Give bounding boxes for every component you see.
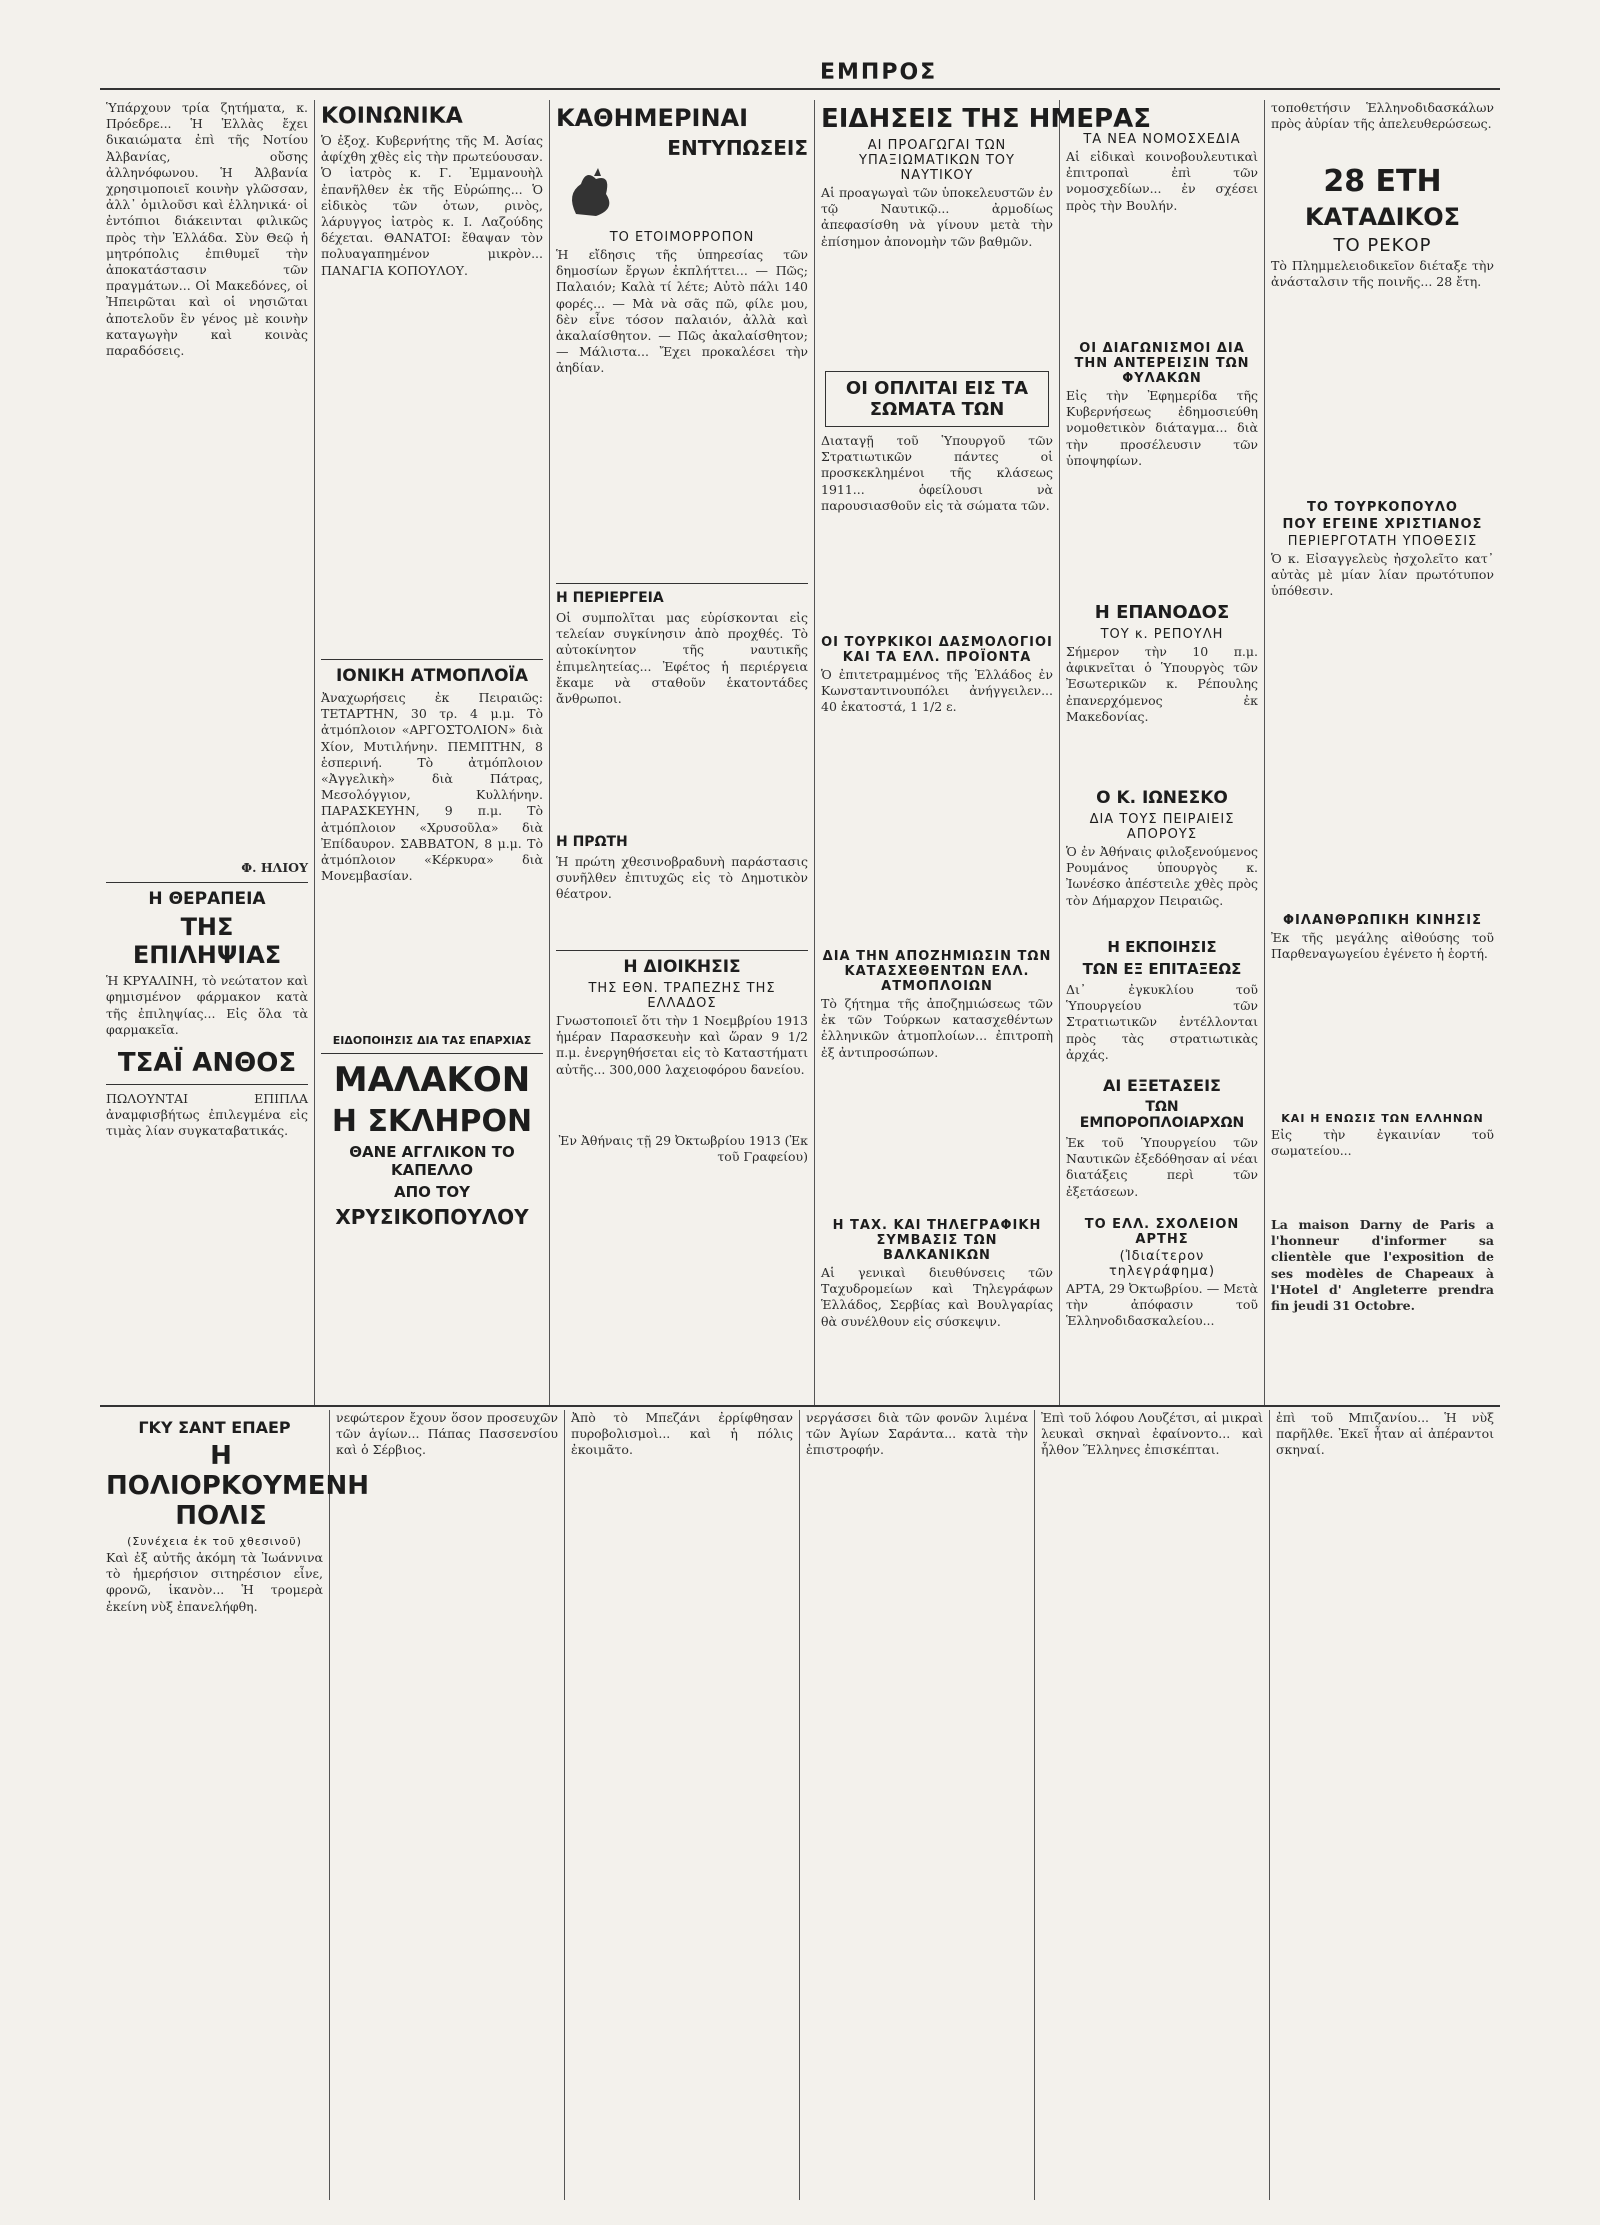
charity-heading: ΦΙΛΑΝΘΡΩΠΙΚΗ ΚΙΝΗΣΙΣ (1283, 913, 1482, 928)
charity-body: Ἐκ τῆς μεγάλης αἰθούσης τοῦ Παρθεναγωγείου ἐγένετο ἡ ἑορτή. (1271, 930, 1494, 962)
serial-column-4 (800, 1410, 1035, 2200)
hoplites-box (825, 371, 1049, 427)
serial-column-3 (565, 1410, 800, 2200)
hoplites-body: Διαταγῇ τοῦ Ὑπουργοῦ τῶν Στρατιωτικῶν πάντες οἱ προσκεκλημένοι τῆς κλάσεως 1911... ὁφείλουσι νὰ παρουσιασθοῦν εἰς τὰ σώματα τῶν. (821, 433, 1053, 513)
union-heading: ΚΑΙ Η ΕΝΩΣΙΣ ΤΩΝ ΕΛΛΗΝΩΝ (1281, 1112, 1484, 1125)
shipping-heading: ΙΟΝΙΚΗ ΑΤΜΟΠΛΟΪΑ (335, 666, 529, 686)
hoplites-heading: ΟΙ ΟΠΛΙΤΑΙ ΕΙΣ ΤΑ ΣΩΜΑΤΑ ΤΩΝ (845, 378, 1029, 420)
serial-text-3: Ἀπὸ τὸ Μπεζάνι ἐρρίφθησαν πυροβολισμοὶ... καὶ ἡ πόλις ἐκοιμᾶτο. (571, 1410, 793, 1458)
column-1 (100, 100, 315, 1405)
compensation-heading: ΔΙΑ ΤΗΝ ΑΠΟΖΗΜΙΩΣΙΝ ΤΩΝ ΚΑΤΑΣΧΕΘΕΝΤΩΝ ΕΛΛ. ΑΤΜΟΠΛΟΙΩΝ (822, 949, 1052, 994)
curiosity-heading: Η ΠΕΡΙΕΡΓΕΙΑ (556, 590, 664, 606)
hat-ad-line-4: ΑΠΟ ΤΟΥ (394, 1183, 470, 1201)
ad-therapy-title: Η ΘΕΡΑΠΕΙΑ (148, 889, 266, 910)
section-divider (100, 1405, 1500, 1407)
serial-text-2: νεφώτερον ἔχουν ὅσον προσευχῶν τῶν ἁγίων... Πάπας Πασσενσίου καὶ ὁ Σέρβιος. (336, 1410, 558, 1458)
contests-body: Εἰς τὴν Ἐφημερίδα τῆς Κυβερνήσεως ἐδημοσιεύθη νομοθετικὸν διάταγμα... διὰ τὴν προσέλευσιν τῶν ὑποψηφίων. (1066, 388, 1258, 468)
impressions-subhead: ΤΟ ΕΤΟΙΜΟΡΡΟΠΟΝ (609, 230, 755, 245)
serial-section (100, 1410, 1500, 2210)
ionesco-subheading: ΔΙΑ ΤΟΥΣ ΠΕΙΡΑΙΕΙΣ ΑΠΟΡΟΥΣ (1089, 812, 1235, 842)
record-body: Τὸ Πλημμελειοδικεῖον διέταξε τὴν ἀνάσταλσιν τῆς ποινῆς... 28 ἔτη. (1271, 258, 1494, 290)
turk-boy-body: Ὁ κ. Εἰσαγγελεὺς ἠσχολεῖτο κατ᾽ αὐτὰς μὲ μίαν λίαν πρωτότυπον ὑπόθεσιν. (1271, 551, 1494, 599)
arta-school-body: ΑΡΤΑ, 29 Ὀκτωβρίου. — Μετὰ τὴν ἀπόφασιν τοῦ Ἑλληνοδιδασκαλείου... (1066, 1281, 1258, 1329)
arta-school-sub: (Ἰδιαίτερον τηλεγράφημα) (1108, 1249, 1216, 1279)
turk-boy-heading: ΤΟ ΤΟΥΡΚΟΠΟΥΛΟ (1307, 500, 1458, 515)
record-subhead: ΤΟ ΡΕΚΟΡ (1333, 235, 1432, 256)
column-3 (550, 100, 815, 1405)
sale-subheading: ΤΩΝ ΕΞ ΕΠΙΤΑΞΕΩΣ (1082, 960, 1242, 978)
balkan-convention-heading: Η ΤΑΧ. ΚΑΙ ΤΗΛΕΓΡΑΦΙΚΗ ΣΥΜΒΑΣΙΣ ΤΩΝ ΒΑΛΚΑΝΙΚΩΝ (832, 1218, 1042, 1263)
hat-ad-line-1: ΜΑΛΑΚΟΝ (333, 1060, 531, 1100)
divider (556, 583, 808, 584)
serial-author: ΓΚΥ ΣΑΝΤ ΕΠΑΕΡ (138, 1418, 291, 1437)
premiere-body: Ἡ πρώτη χθεσινοβραδυνὴ παράστασις συνῆλθεν ἐπιτυχῶς εἰς τὸ Δημοτικὸν θέατρον. (556, 854, 808, 902)
serial-text-1: Καὶ ἐξ αὐτῆς ἀκόμη τὰ Ἰωάννινα τὸ ἡμερήσιον σιτηρέσιον εἶνε, φρονῶ, ἱκανὸν... Ἡ τρομερὰ ἐκείνη νὺξ ἐπανελήφθη. (106, 1550, 323, 1614)
record-convict: ΚΑΤΑΔΙΚΟΣ (1304, 203, 1460, 231)
serial-column-6 (1270, 1410, 1500, 2200)
ionesco-heading: Ο Κ. ΙΩΝΕΣΚΟ (1096, 788, 1228, 808)
impressions-heading: ΕΝΤΥΠΩΣΕΙΣ (667, 136, 808, 160)
return-body: Σήμερον τὴν 10 π.μ. ἀφικνεῖται ὁ Ὑπουργὸς τῶν Ἐσωτερικῶν κ. Ρέπουλης ἐπανερχόμενος ἐκ Μακεδονίας. (1066, 644, 1258, 724)
serial-column-5 (1035, 1410, 1270, 2200)
promotions-body: Αἱ προαγωγαὶ τῶν ὑποκελευστῶν ἐν τῷ Ναυτικῷ... ἀρμοδίως ἀπεφασίσθη νὰ γίνουν μετὰ τὴν ἐπίσημον ἀπονομὴν τῶν βαθμῶν. (821, 185, 1053, 249)
serial-continued: (Συνέχεια ἐκ τοῦ χθεσινοῦ) (127, 1535, 302, 1548)
ad-furniture: ΠΩΛΟΥΝΤΑΙ ΕΠΙΠΛΑ ἀναμφισβήτως ἐπιλεγμένα εἰς τιμὰς λίαν συγκαταβατικάς. (106, 1091, 308, 1139)
compensation-body: Τὸ ζήτημα τῆς ἀποζημιώσεως τῶν ἐκ τῶν Τούρκων κατασχεθέντων ἑλληνικῶν ἀτμοπλοίων... ἐπιτροπὴ ἐξ ἀντιπροσώπων. (821, 996, 1053, 1060)
column-2 (315, 100, 550, 1405)
curiosity-body: Οἱ συμπολῖται μας εὑρίσκονται εἰς τελείαν συγκίνησιν ἀπὸ προχθές. Τὸ αὐτοκίνητον τῆς ναυτικῆς ἐπιμελητείας... Ἐφέτος ἡ περιέργεια ἔκαμε νὰ σταθοῦν ἑκατοντάδες ἄνθρωποι. (556, 610, 808, 707)
bank-body: Γνωστοποιεῖ ὅτι τὴν 1 Νοεμβρίου 1913 ἡμέραν Παρασκευὴν καὶ ὥραν 9 1/2 π.μ. ἐνεργηθήσεται εἰς τὸ Καταστήματι αὐτῆς... 300,000 λαχειοφόρου δανείου. (556, 1013, 808, 1077)
bank-heading: Η ΔΙΟΙΚΗΣΙΣ (623, 957, 741, 977)
rooster-icon (556, 164, 626, 224)
column-5 (1060, 100, 1265, 1405)
turk-boy-subheading: ΠΟΥ ΕΓΕΙΝΕ ΧΡΙΣΤΙΑΝΟΣ (1282, 517, 1483, 532)
bills-heading: ΤΑ ΝΕΑ ΝΟΜΟΣΧΕΔΙΑ (1083, 132, 1241, 147)
premiere-heading: Η ΠΡΩΤΗ (556, 834, 628, 850)
ad-epilepsy-title: ΤΗΣ ΕΠΙΛΗΨΙΑΣ (132, 913, 282, 970)
sale-body: Δι᾽ ἐγκυκλίου τοῦ Ὑπουργείου τῶν Στρατιωτικῶν ἐντέλλονται πρὸς τὰς στρατιωτικὰς ἀρχάς. (1066, 982, 1258, 1062)
col1-lead-article: Ὑπάρχουν τρία ζητήματα, κ. Πρόεδρε... Ἡ Ἑλλὰς ἔχει δικαιώματα ἐπὶ τῆς Νοτίου Ἀλβανίας, οὔσης ἀλληνόφωνου. Ἡ Ἀλβανία χρησιμοποιεῖ κοινὴν γλῶσσαν, ἀλλ᾽ ὁμιλοῦσι καὶ ἑλληνικά· οἱ ἐντόπιοι διάκεινται φιλικῶς πρὸς τὴν Ἑλλάδα. Σὺν Θεῷ ἡ μητρόπολις ἐπιθυμεῖ τὴν ἀποκατάστασιν τῶν πραγμάτων... Οἱ Μακεδόνες, οἱ Ἠπειρῶται καὶ οἱ νησιῶται ἀποτελοῦν ἓν γένος μὲ κοινὴν καταγωγὴν καὶ κοινὰς παραδόσεις. (106, 100, 308, 359)
exams-body: Ἐκ τοῦ Ὑπουργείου τῶν Ναυτικῶν ἐξεδόθησαν αἱ νέαι διατάξεις περὶ τῶν ἐξετάσεων. (1066, 1135, 1258, 1199)
provinces-notice: ΕΙΔΟΠΟΙΗΣΙΣ ΔΙΑ ΤΑΣ ΕΠΑΡΧΙΑΣ (332, 1034, 532, 1047)
social-heading: ΚΟΙΝΩΝΙΚΑ (321, 104, 463, 129)
darny-notice: La maison Darny de Paris a l'honneur d'informer sa clientèle que l'exposition de ses modèles de Chapeaux à l'Hotel d' Angleterre prendra fin jeudi 31 Octobre. (1271, 1217, 1494, 1314)
news-of-day-heading: ΕΙΔΗΣΕΙΣ ΤΗΣ ΗΜΕΡΑΣ (821, 104, 1151, 134)
col1-signature: Φ. ΗΛΙΟΥ (241, 860, 308, 875)
arta-school-heading: ΤΟ ΕΛΛ. ΣΧΟΛΕΙΟΝ ΑΡΤΗΣ (1084, 1217, 1240, 1247)
promotions-heading: ΑΙ ΠΡΟΑΓΩΓΑΙ ΤΩΝ ΥΠΑΞΙΩΜΑΤΙΚΩΝ ΤΟΥ ΝΑΥΤΙΚΟΥ (859, 138, 1015, 183)
ionesco-body: Ὁ ἐν Ἀθήναις φιλοξενούμενος Ρουμάνος ὑπουργὸς κ. Ἰωνέσκο ἀπέστειλε χθὲς πρὸς τὸν Δήμαρχον Πειραιῶς. (1066, 844, 1258, 908)
shipping-body: Ἀναχωρήσεις ἐκ Πειραιῶς: ΤΕΤΑΡΤΗΝ, 30 τρ. 4 μ.μ. Τὸ ἀτμόπλοιον «ΑΡΓΟΣΤΟΛΙΟΝ» διὰ Χίον, Μυτιλήνην. ΠΕΜΠΤΗΝ, 8 ἑσπερινή. Τὸ ἀτμόπλοιον «Ἀγγελικὴ» διὰ Πάτρας, Μεσολόγγιον, Κυλλήνην. ΠΑΡΑΣΚΕΥΗΝ, 9 π.μ. Τὸ ἀτμόπλοιον «Χρυσοῦλα» διὰ Ἐπίδαυρον. ΣΑΒΒΑΤΟΝ, 8 μ.μ. Τὸ ἀτμόπλοιον «Κέρκυρα» διὰ Μονεμβασίαν. (321, 690, 543, 884)
union-body: Εἰς τὴν ἐγκαινίαν τοῦ σωματείου... (1271, 1127, 1494, 1159)
serial-text-6: ἐπὶ τοῦ Μπιζανίου... Ἡ νὺξ παρῆλθε. Ἐκεῖ ἦταν αἱ ἀπέραντοι σκηναί. (1276, 1410, 1494, 1458)
daily-heading: ΚΑΘΗΜΕΡΙΝΑΙ (556, 104, 749, 132)
col6-intro: τοποθετήσιν Ἑλληνοδιδασκάλων πρὸς ἀὐρίαν τῆς ἀπελευθερώσεως. (1271, 100, 1494, 132)
hat-ad-line-3: ΘΑΝΕ ΑΓΓΛΙΚΟΝ ΤΟ ΚΑΠΕΛΛΟ (349, 1143, 515, 1179)
bank-signature: Ἐν Ἀθήναις τῇ 29 Ὀκτωβρίου 1913 (Ἐκ τοῦ Γραφείου) (558, 1133, 808, 1165)
ad-tea-title: ΤΣΑΪ ΑΝΘΟΣ (117, 1048, 297, 1079)
exams-heading: ΑΙ ΕΞΕΤΑΣΕΙΣ (1103, 1076, 1221, 1095)
sale-heading: Η ΕΚΠΟΙΗΣΙΣ (1107, 938, 1217, 956)
ad-epilepsy-body: Ἡ ΚΡΥΑΛΙΝΗ, τὸ νεώτατον καὶ φημισμένον φάρμακον κατὰ τῆς ἐπιληψίας... Εἰς ὅλα τὰ φαρμακεῖα. (106, 973, 308, 1037)
serial-column-1 (100, 1410, 370, 2200)
column-4 (815, 100, 1151, 1405)
divider (321, 659, 543, 660)
serial-text-4: νεργάσσει διὰ τῶν φονῶν λιμένα τῶν Ἀγίων Σαράντα... κατὰ τὴν ἐπιστροφήν. (806, 1410, 1028, 1458)
bills-body: Αἱ εἰδικαὶ κοινοβουλευτικαὶ ἐπιτροπαὶ ἐπὶ τῶν νομοσχεδίων... ἐν σχέσει πρὸς τὴν Βουλήν. (1066, 149, 1258, 213)
contests-heading: ΟΙ ΔΙΑΓΩΝΙΣΜΟΙ ΔΙΑ ΤΗΝ ΑΝΤΕΡΕΙΣΙΝ ΤΩΝ ΦΥΛΑΚΩΝ (1074, 341, 1250, 386)
serial-column-2 (330, 1410, 565, 2200)
return-subheading: ΤΟΥ κ. ΡΕΠΟΥΛΗ (1100, 627, 1224, 642)
turk-boy-case: ΠΕΡΙΕΡΓΟΤΑΤΗ ΥΠΟΘΕΣΙΣ (1287, 534, 1478, 549)
divider (106, 1084, 308, 1085)
bank-subheading: ΤΗΣ ΕΘΝ. ΤΡΑΠΕΖΗΣ ΤΗΣ ΕΛΛΑΔΟΣ (588, 981, 776, 1011)
serial-title: Η ΠΟΛΙΟΡΚΟΥΜΕΝΗ ΠΟΛΙΣ (106, 1441, 370, 1531)
masthead-title: ΕΜΠΡΟΣ (820, 60, 938, 85)
divider (106, 882, 308, 883)
hat-ad-line-2: Η ΣΚΛΗΡΟΝ (331, 1104, 533, 1139)
exams-subheading: ΤΩΝ ΕΜΠΟΡΟΠΛΟΙΑΡΧΩΝ (1079, 1099, 1245, 1131)
hat-ad-line-5: ΧΡΥΣΙΚΟΠΟΥΛΟΥ (335, 1205, 529, 1229)
masthead (100, 60, 1500, 90)
impressions-body: Ἡ εἴδησις τῆς ὑπηρεσίας τῶν δημοσίων ἔργων ἐκπλήττει... — Πῶς; Παλαιόν; Καλὰ τί λέτε; Αὐτὸ πάλι 140 φορές... — Μὰ νὰ σᾶς πῶ, φίλε μου, δὲν εἶνε τόσον παλαιόν, ἀλλὰ καὶ ἀκαλαίσθητον. — Πῶς ἀκαλαίσθητον; — Μάλιστα... Ἔχει προκαλέσει τὴν ἀηδίαν. (556, 247, 808, 376)
column-6 (1265, 100, 1500, 1405)
divider (321, 1053, 543, 1054)
tariffs-body: Ὁ ἐπιτετραμμένος τῆς Ἑλλάδος ἐν Κωνσταντινουπόλει ἀνήγγειλεν... 40 ἑκατοστά, 1 1/2 ε. (821, 667, 1053, 715)
record-years: 28 ΕΤΗ (1323, 164, 1442, 199)
social-body: Ὁ ἐξοχ. Κυβερνήτης τῆς Μ. Ἀσίας ἀφίχθη χθὲς εἰς τὴν πρωτεύουσαν. Ὁ ἰατρὸς κ. Γ. Ἐμμανουὴλ ἐπανῆλθεν ἐκ τῆς Εὐρώπης... Ὁ εἰδικὸς τῶν ὀτων, ρινὸς, λάρυγγος ἰατρὸς κ. Ι. Λαζούδης δέχεται. ΘΑΝΑΤΟΙ: ἔθαψαν τὸν πολυαγαπημένον μικρὸν... ΠΑΝΑΓΙΑ ΚΟΠΟΥΛΟΥ. (321, 133, 543, 278)
return-heading: Η ΕΠΑΝΟΔΟΣ (1094, 602, 1230, 623)
divider (556, 950, 808, 951)
balkan-convention-body: Αἱ γενικαὶ διευθύνσεις τῶν Ταχυδρομείων καὶ Τηλεγράφων Ἑλλάδος, Σερβίας καὶ Βουλγαρίας θὰ συνέλθουν εἰς σύσκεψιν. (821, 1265, 1053, 1329)
tariffs-heading: ΟΙ ΤΟΥΡΚΙΚΟΙ ΔΑΣΜΟΛΟΓΙΟΙ ΚΑΙ ΤΑ ΕΛΛ. ΠΡΟΪΟΝΤΑ (821, 635, 1053, 665)
serial-text-5: Ἐπὶ τοῦ λόφου Λουζέτσι, αἱ μικραὶ λευκαὶ σκηναὶ ἐφαίνοντο... καὶ ἦλθον Ἕλληνες ἐπισκέπται. (1041, 1410, 1263, 1458)
